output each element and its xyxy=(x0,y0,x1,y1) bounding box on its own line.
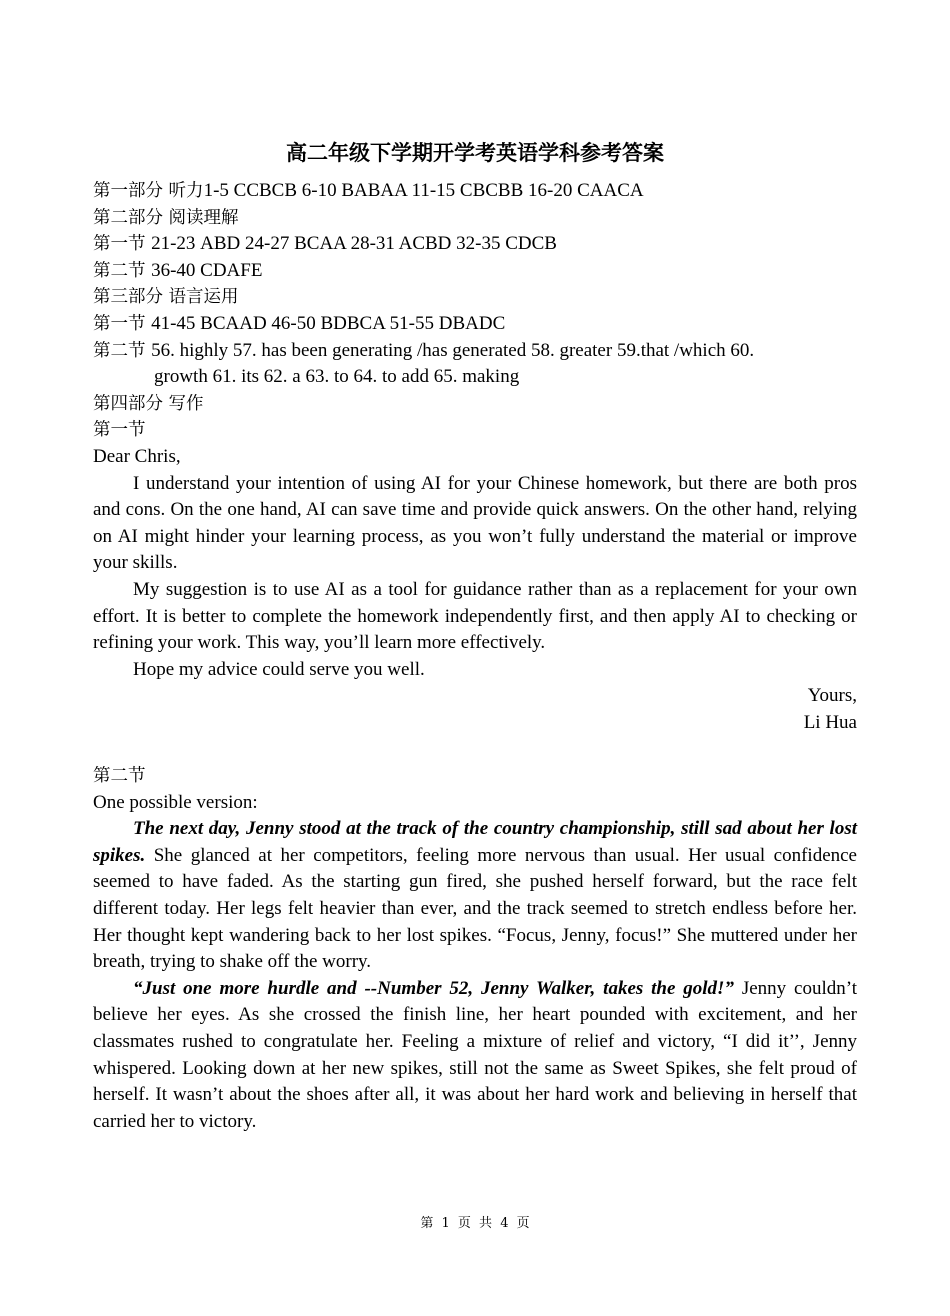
part1-line xyxy=(93,178,857,205)
part3-section2-answers-cont: growth 61. its 62. a 63. to 64. to add 65. making xyxy=(154,366,520,388)
version-label: One possible version: xyxy=(93,791,258,813)
letter-paragraph-2: My suggestion is to use AI as a tool for guidance rather than as a replacement for your own effort. It is better to complete the homework independently first, and then apply AI to checking or refining your work. This way, you’ll learn more effectively. xyxy=(93,578,857,654)
page-title: 高二年级下学期开学考英语学科参考答案 xyxy=(286,140,664,165)
story-paragraph-2-lead: “Just one more hurdle and --Number 52, Jenny Walker, takes the gold!” xyxy=(133,977,734,999)
letter-greeting: Dear Chris, xyxy=(93,445,181,467)
part2-section1-label: 第一节 xyxy=(93,234,152,255)
letter-signature: Li Hua xyxy=(803,711,857,733)
writing-section1-label: 第一节 xyxy=(93,420,146,441)
part2-section1-answers: 21-23 ABD 24-27 BCAA 28-31 ACBD 32-35 CDCB xyxy=(151,233,557,255)
part4-label: 第四部分 写作 xyxy=(93,393,204,414)
story-paragraph-1 xyxy=(93,816,857,976)
part2-section2-line xyxy=(93,258,857,285)
writing-section2-label: 第二节 xyxy=(93,766,146,787)
part3-section1-line xyxy=(93,311,857,338)
part1-answers: 1-5 CCBCB 6-10 BABAA 11-15 CBCBB 16-20 CAACA xyxy=(203,180,644,201)
part2-section1-line xyxy=(93,231,857,258)
part1-label: 第一部分 听力 xyxy=(93,181,204,201)
part3-label: 第三部分 语言运用 xyxy=(93,287,239,308)
part2-section2-label: 第二节 xyxy=(93,260,152,281)
story-paragraph-2-body: Jenny couldn’t believe her eyes. As she crossed the finish line, her heart pounded with excitement, and her classmates rushed to congratulate her. Feeling a mixture of relief and victory, “I did it’’, Jenny whispered. Looking down at her new spikes, still not the same as Sweet Spikes, she felt proud of herself. It wasn’t about the shoes after all, it was about her hard work and believing in herself that carried her to victory. xyxy=(93,977,857,1132)
letter-closing: Yours, xyxy=(807,685,857,707)
part3-section1-answers: 41-45 BCAAD 46-50 BDBCA 51-55 DBADC xyxy=(151,312,506,334)
answer-content xyxy=(93,178,857,1135)
story-paragraph-1-lead: The next day, Jenny stood at the track of the country championship, still sad about her lost spikes. xyxy=(93,818,857,866)
part3-section1-label: 第一节 xyxy=(93,313,152,334)
letter-paragraph-1: I understand your intention of using AI for your Chinese homework, but there are both pros and cons. On the one hand, AI can save time and provide quick answers. On the other hand, relying on AI might hinder your learning process, as you won’t fully understand the material or improve your skills. xyxy=(93,472,857,574)
letter-paragraph-3: Hope my advice could serve you well. xyxy=(133,658,425,680)
spacer xyxy=(93,736,857,763)
story-paragraph-1-body: She glanced at her competitors, feeling more nervous than usual. Her usual confidence seemed to have faded. As the starting gun fired, she pushed herself forward, but the race felt different today. Her legs felt heavier than ever, and the track seemed to stretch endless before her. Her thought kept wandering back to her lost spikes. “Focus, Jenny, focus!” She muttered under her breath, trying to shake off the worry. xyxy=(93,844,857,973)
part3-section2-answers: 56. highly 57. has been generating /has generated 58. greater 59.that /which 60. xyxy=(151,339,755,361)
page-footer: 第 1 页 共 4 页 xyxy=(420,1216,530,1231)
part2-section2-answers: 36-40 CDAFE xyxy=(151,259,263,281)
part3-section2-label: 第二节 xyxy=(93,340,152,361)
story-paragraph-2 xyxy=(93,976,857,1136)
part3-section2-line xyxy=(93,338,857,365)
part2-label: 第二部分 阅读理解 xyxy=(93,207,239,228)
